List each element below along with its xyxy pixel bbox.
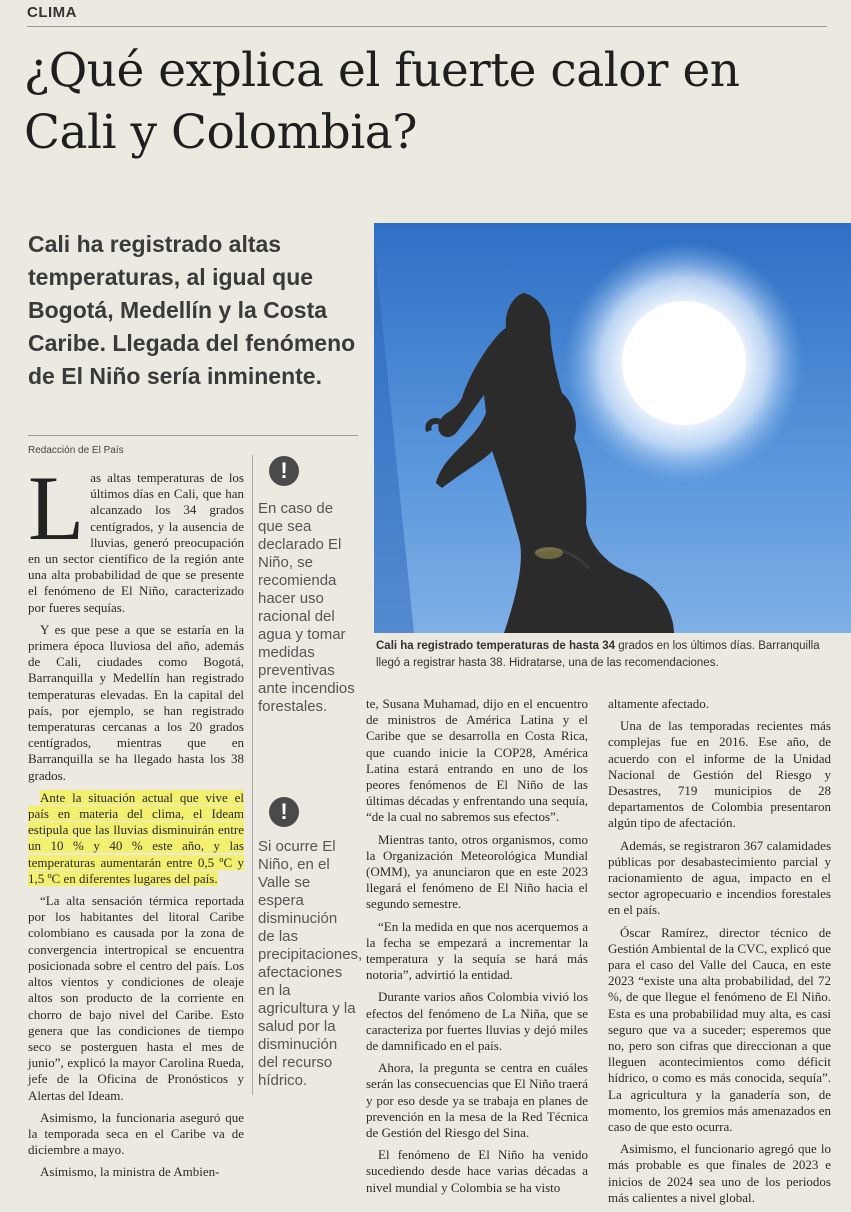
paragraph: “La alta sensación térmica reportada por los habitantes del litoral Caribe colombiano es causada por la zona de convergencia intertropical se encuentra posicionada sobre el centro del país. Los altos vientos y condiciones de oleaje altos son producto de la corriente en chorro de bajo nivel del Caribe. Esto genera que las condiciones de tiempo seco se posterguen hasta el mes de junio”, explicó la mayor Carolina Rueda, jefe de la Oficina de Pronósticos y Alertas del Ideam. <box>28 893 244 1103</box>
highlighted-text: Ante la situación actual que vive el país en materia del clima, el Ideam estipula que las lluvias disminuirán entre un 10 % y 40 % este año, y las temperaturas aumentarán entre 0,5 ºC y 1,5 ºC en diferentes lugares del país. <box>28 789 244 886</box>
column-divider <box>252 455 253 1095</box>
article-photo <box>374 223 851 633</box>
headline: ¿Qué explica el fuerte calor en Cali y Colombia? <box>24 43 740 160</box>
paragraph: Durante varios años Colombia vivió los efectos del fenómeno de La Niña, que se caracteriza por fuertes lluvias y dejó miles de damnificado en el país. <box>366 989 588 1054</box>
paragraph: Óscar Ramírez, director técnico de Gestión Ambiental de la CVC, explicó que para el caso del Valle del Cauca, en este 2023 “existe una alta probabilidad, del 72 %, de que llegue el fenómeno de El Niño. Esta es una probabilidad muy alta, es casi seguro que va a suceder; esperemos que no, pero son cifras que direccionan a que lleguen acontecimientos como déficit hídrico, o como es más conocida, sequía”. La agricultura y la ganadería son, de momento, los gremios más amenazados en caso de que esto ocurra. <box>608 924 831 1135</box>
paragraph: Además, se registraron 367 calamidades públicas por desabastecimiento parcial y racionamiento de agua, impacto en el sector agropecuario e incendios forestales en el país. <box>608 837 831 918</box>
paragraph: Una de las temporadas recientes más complejas fue en 2016. Ese año, de acuerdo con el informe de la Unidad Nacional de Gestión del Riesgo y Desastres, 719 municipios de 28 departamentos de Colombia presentaron algún tipo de afectación. <box>608 718 831 831</box>
paragraph: altamente afectado. <box>608 696 710 711</box>
paragraph: Asimismo, la ministra de Ambien- <box>40 1164 220 1180</box>
caption-bold: Cali ha registrado temperaturas de hasta 34 <box>376 640 616 652</box>
paragraph-text: as altas temperaturas de los últimos días en Cali, que han alcanzado los 34 grados centígrados, y la ausencia de lluvias, generó preocupación en un sector científico de la región ante una alta probabilidad de que se presente el fenómeno de El Niño, caracterizado por fueres sequías. <box>28 470 244 615</box>
paragraph: Y es que pese a que se estaría en la primera época lluviosa del año, además de Cali, ciudades como Bogotá, Barranquilla y Medellín han registrado temperaturas elevadas. En la capital del país, por ejemplo, se han registrado temperaturas cercanas a los 20 grados centígrados, mientras que en Barranquilla se ha llegado hasta los 38 grados. <box>28 621 244 783</box>
article-column-3 <box>366 696 588 1202</box>
article-column-4 <box>608 696 831 1212</box>
section-divider <box>27 26 827 27</box>
paragraph: Ahora, la pregunta se centra en cuáles serán las consecuencias que El Niño traerá y por eso desde ya se trabaja en planes de prevención en la mesa de la Red Técnica de Gestión del Riesgo del Sina. <box>366 1060 588 1141</box>
paragraph <box>28 457 244 616</box>
paragraph: El fenómeno de El Niño ha venido sucediendo desde hace varias décadas a nivel mundial y Colombia se ha visto <box>366 1147 588 1195</box>
paragraph: “En la medida en que nos acerquemos a la fecha se empezará a incrementar la temperatura y la sequía se hará más notoria”, advirtió la entidad. <box>366 918 588 983</box>
sidebar-note-1: En caso de que sea declarado El Niño, se recomienda hacer uso racional del agua y tomar medidas preventivas ante incendios forestales. <box>258 500 355 715</box>
paragraph: Mientras tanto, otros organismos, como la Organización Meteorológica Mundial (OMM), ya anunciaron que en este 2023 llegará el fenómeno de El Niño hacia el segundo semestre. <box>366 831 588 912</box>
photo-caption <box>376 638 831 672</box>
exclamation-icon: ! <box>269 456 299 486</box>
subtitle-divider <box>28 435 358 436</box>
article-column-1 <box>28 457 244 1187</box>
byline: Redacción de El País <box>28 445 124 456</box>
caption-text: grados en los últimos días. Barranquilla llegó a registrar hasta 38. Hidratarse, una de las recomendaciones. <box>376 640 820 669</box>
paragraph <box>28 790 244 887</box>
section-label: CLIMA <box>27 4 77 21</box>
paragraph: Asimismo, el funcionario agregó que lo más probable es que finales de 2023 e inicios de 2024 sea uno de los periodos más calientes a nivel global. <box>608 1141 831 1205</box>
paragraph: Asimismo, la funcionaria aseguró que la temporada seca en el Caribe va de diciembre a mayo. <box>28 1109 244 1158</box>
statue-photo-illustration <box>374 223 851 633</box>
subtitle: Cali ha registrado altas temperaturas, al igual que Bogotá, Medellín y la Costa Caribe. Llegada del fenómeno de El Niño sería inminente. <box>28 231 356 389</box>
sidebar-note-2: Si ocurre El Niño, en el Valle se espera disminución de las precipitaciones, afectaciones en la agricultura y la salud por la disminución del recurso hídrico. <box>258 838 363 1089</box>
drop-cap: L <box>28 457 85 559</box>
exclamation-icon: ! <box>269 797 299 827</box>
paragraph: te, Susana Muhamad, dijo en el encuentro de ministros de América Latina y el Caribe que se desarrolla en Costa Rica, que cuando inicie la COP28, América Latina estará entrando en uno de los peores fenómenos de El Niño de las últimas décadas y enfrentando una sequía, “de la cual no sabremos sus efectos”. <box>366 696 588 825</box>
